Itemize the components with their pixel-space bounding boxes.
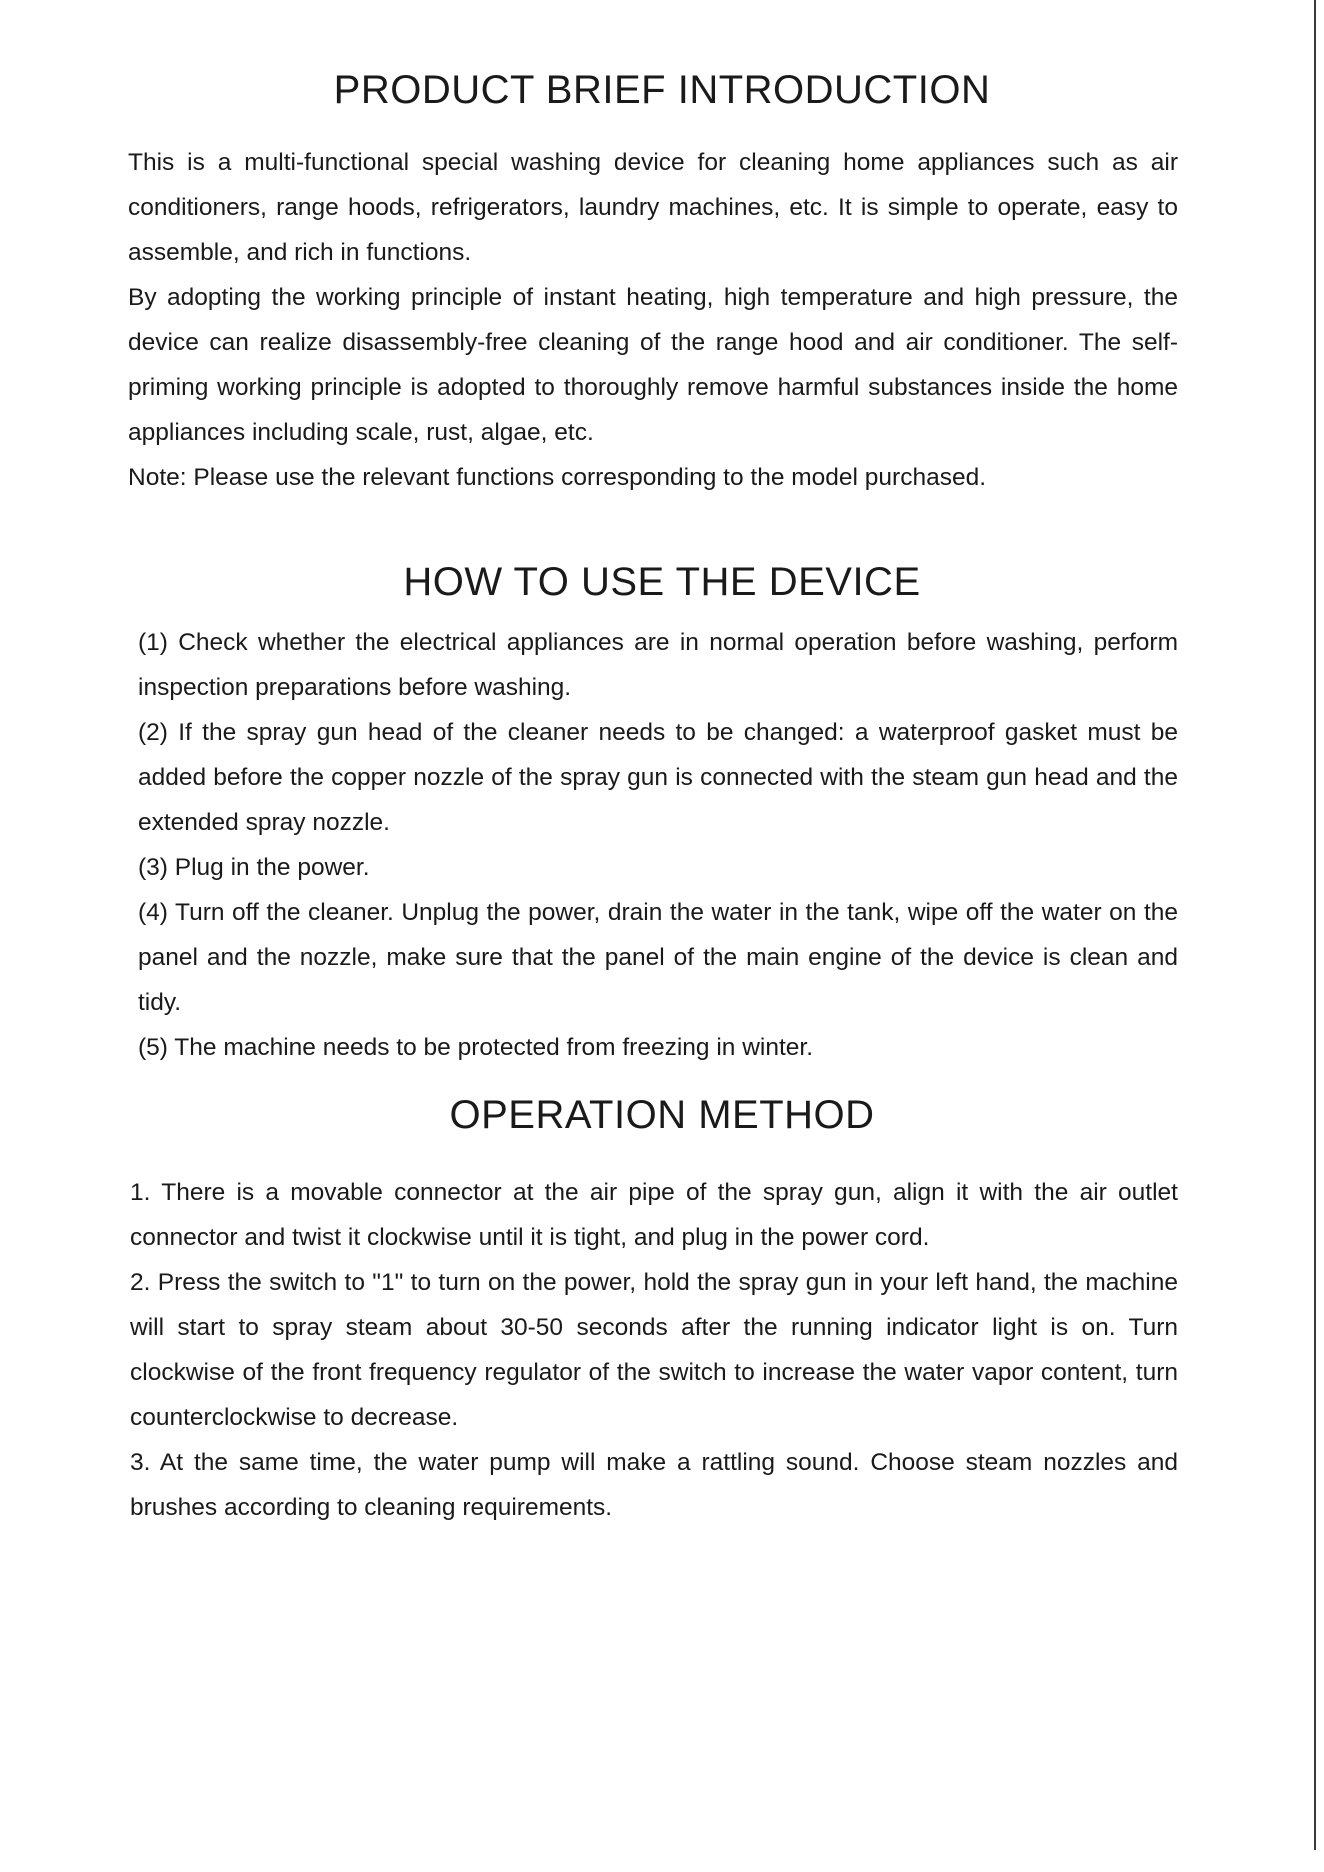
usage-step-3: (3) Plug in the power.: [138, 854, 370, 881]
intro-note: Note: Please use the relevant functions corresponding to the model purchased.: [128, 464, 987, 491]
intro-heading: PRODUCT BRIEF INTRODUCTION: [333, 68, 991, 112]
intro-paragraph-1: This is a multi-functional special washing device for cleaning home appliances such as air conditioners, range hoods, refrigerators, laundry machines, etc. It is simple to operate, easy to assemble, and rich in functions.: [128, 149, 1178, 266]
intro-paragraph-2: By adopting the working principle of instant heating, high temperature and high pressure, the device can realize disassembly-free cleaning of the range hood and air conditioner. The self-priming working principle is adopted to thoroughly remove harmful substances inside the home appliances including scale, rust, algae, etc.: [128, 284, 1178, 446]
usage-step-5: (5) The machine needs to be protected from freezing in winter.: [138, 1034, 814, 1061]
operation-heading: OPERATION METHOD: [449, 1093, 875, 1137]
usage-step-1: (1) Check whether the electrical appliances are in normal operation before washing, perform inspection preparations before washing.: [138, 629, 1178, 701]
page-edge-rule: [1314, 0, 1316, 1850]
operation-step-2: 2. Press the switch to "1" to turn on the power, hold the spray gun in your left hand, the machine will start to spray steam about 30-50 seconds after the running indicator light is on. Turn clockwise of the front frequency regulator of the switch to increase the water vapor content, turn counterclockwise to decrease.: [130, 1269, 1178, 1431]
operation-step-3: 3. At the same time, the water pump will make a rattling sound. Choose steam nozzles and brushes according to cleaning requirements.: [130, 1449, 1178, 1521]
usage-heading: HOW TO USE THE DEVICE: [403, 560, 921, 604]
usage-step-2: (2) If the spray gun head of the cleaner needs to be changed: a waterproof gasket must be added before the copper nozzle of the spray gun is connected with the steam gun head and the extended spray nozzle.: [138, 719, 1178, 836]
operation-step-1: 1. There is a movable connector at the air pipe of the spray gun, align it with the air outlet connector and twist it clockwise until it is tight, and plug in the power cord.: [130, 1179, 1178, 1251]
usage-step-4: (4) Turn off the cleaner. Unplug the power, drain the water in the tank, wipe off the water on the panel and the nozzle, make sure that the panel of the main engine of the device is clean and tidy.: [138, 899, 1178, 1016]
